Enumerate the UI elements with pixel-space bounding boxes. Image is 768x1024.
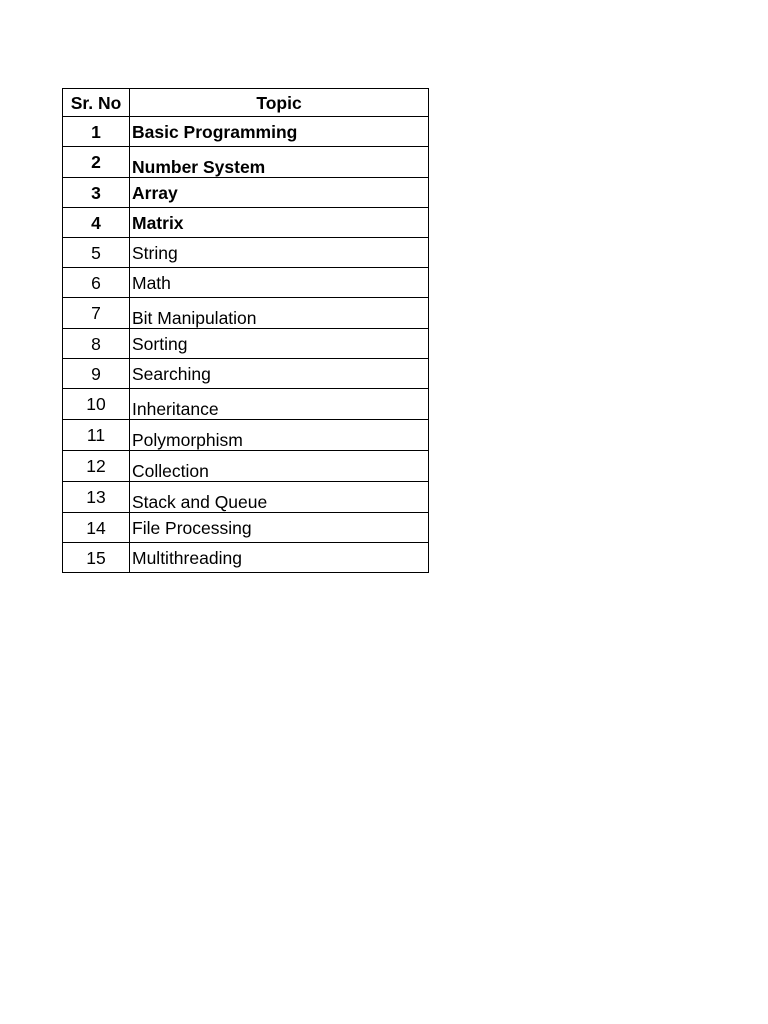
column-header-topic: Topic <box>130 89 429 117</box>
topic-cell: Array <box>130 178 429 208</box>
topic-cell: String <box>130 238 429 268</box>
serial-number-cell: 4 <box>63 208 130 238</box>
topic-cell: Stack and Queue <box>130 482 429 513</box>
table-row <box>63 359 429 389</box>
table-row <box>63 208 429 238</box>
topic-cell: Polymorphism <box>130 420 429 451</box>
table-row <box>63 513 429 543</box>
serial-number-cell: 11 <box>63 420 130 451</box>
topics-table <box>62 88 429 573</box>
serial-number-cell: 5 <box>63 238 130 268</box>
topic-cell: Collection <box>130 451 429 482</box>
topic-cell: Math <box>130 268 429 298</box>
serial-number-cell: 2 <box>63 147 130 178</box>
serial-number-cell: 1 <box>63 117 130 147</box>
topic-cell: Matrix <box>130 208 429 238</box>
table-header-row <box>63 89 429 117</box>
serial-number-cell: 9 <box>63 359 130 389</box>
table-row <box>63 147 429 178</box>
serial-number-cell: 6 <box>63 268 130 298</box>
column-header-sr-no: Sr. No <box>63 89 130 117</box>
serial-number-cell: 12 <box>63 451 130 482</box>
topic-cell: Searching <box>130 359 429 389</box>
serial-number-cell: 3 <box>63 178 130 208</box>
topic-cell: Number System <box>130 147 429 178</box>
table-row <box>63 178 429 208</box>
table-row <box>63 420 429 451</box>
table-row <box>63 389 429 420</box>
topic-cell: Basic Programming <box>130 117 429 147</box>
serial-number-cell: 14 <box>63 513 130 543</box>
serial-number-cell: 13 <box>63 482 130 513</box>
table-row <box>63 238 429 268</box>
table-body <box>63 117 429 573</box>
topic-cell: Inheritance <box>130 389 429 420</box>
table-row <box>63 298 429 329</box>
serial-number-cell: 7 <box>63 298 130 329</box>
serial-number-cell: 10 <box>63 389 130 420</box>
topic-cell: Multithreading <box>130 543 429 573</box>
table-row <box>63 117 429 147</box>
serial-number-cell: 8 <box>63 329 130 359</box>
table-row <box>63 451 429 482</box>
table-row <box>63 543 429 573</box>
table-row <box>63 268 429 298</box>
table-row <box>63 329 429 359</box>
topic-cell: File Processing <box>130 513 429 543</box>
topic-cell: Sorting <box>130 329 429 359</box>
topic-cell: Bit Manipulation <box>130 298 429 329</box>
table-row <box>63 482 429 513</box>
serial-number-cell: 15 <box>63 543 130 573</box>
